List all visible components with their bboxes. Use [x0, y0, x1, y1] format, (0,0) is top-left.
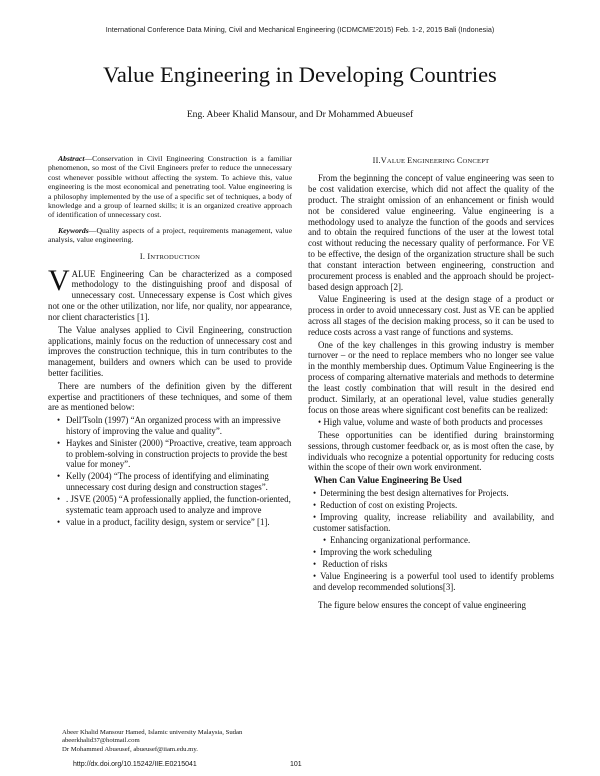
paper-title: Value Engineering in Developing Countries — [103, 62, 497, 87]
page-number: 101 — [290, 761, 302, 768]
use-item-text: Improving quality, increase reliability and availability, and customer satisfaction. — [313, 512, 554, 533]
intro-heading-num: I. — [139, 251, 146, 261]
definition-item: • . JSVE (2005) “A professionally applied, the function-oriented, systematic team approach used to analyze and improve — [66, 494, 292, 516]
intro-p1-text: ALUE Engineering Can be characterized as a composed methodology to the distinguishing proof and disposal of unnecessary cost. Unnecessary expense is Cost which gives not one or the other utilization, nor life, nor quality, nor appearance, nor client characteristics [1]. — [48, 268, 292, 323]
concept-paragraph-6: The figure below ensures the concept of value engineering — [318, 600, 526, 611]
use-item: • Determining the best design alternatives for Projects. — [313, 488, 509, 499]
definition-item: • Dell'Tsoln (1997) “An organized process with an impressive history of improving the value and quality”. — [66, 415, 292, 437]
use-item: • Improving quality, increase reliability and availability, and customer satisfaction. — [313, 512, 554, 533]
use-item: • Enhancing organizational performance. — [323, 534, 471, 545]
footnote-line: Abeer Khalid Mansour Hamed, Islamic university Malaysia, Sudan — [62, 729, 243, 736]
abstract-text: —Conservation in Civil Engineering Construction is a familiar phenomenon, so most of the Civil Engineers prefer to reduce the unnecessary cost whenever possible without affecting the system. To achieve this, value engineering is the most economical and penetrating tool. Value engineering is a philosophy implemented by the use of a specific set of techniques, a body of knowledge and a group of learned skills; it is an organized creative approach of identification of unnecessary cost. — [48, 154, 292, 220]
use-item-text: Value Engineering is a powerful tool used to identify problems and develop recommended solutions[3]. — [313, 570, 554, 592]
concept-heading-part: E — [407, 156, 413, 165]
definition-item: • Haykes and Sinister (2000) “Proactive, creative, team approach to problem-solving in construction projects to provide the best value for money”. — [66, 438, 292, 471]
footnote-line: Dr Mohammed Abueusef, abueusef@iiam.edu.my. — [62, 745, 198, 753]
left-column — [48, 154, 292, 530]
concept-paragraph-5: These opportunities can be identified during brainstorming sessions, through customer feedback or, as is most often the case, by individuals who recognize a potential opportunity for reducing costs within the scope of their own work environment. — [308, 429, 554, 473]
use-item-text: Reduction of risks — [320, 558, 388, 569]
use-item: • Reduction of risks — [313, 558, 388, 569]
footnote-line: abeerkhalid37@hotmail.com — [62, 737, 140, 745]
definition-item: • value in a product, facility design, system or service” [1]. — [66, 517, 292, 528]
keywords-paragraph — [48, 226, 292, 245]
intro-paragraph-3: There are numbers of the definition given by the different expertise and practitioners of these techniques, and some of them are as mentioned below: — [48, 380, 292, 413]
doi-link[interactable]: http://dx.doi.org/10.15242/IIE.E0215041 — [73, 761, 197, 768]
conference-header: International Conference Data Mining, Civil and Mechanical Engineering (ICDMCME'2015) Feb. 1-2, 2015 Bali (Indonesia) — [105, 25, 495, 34]
intro-heading — [48, 252, 292, 264]
use-item-text: Enhancing organizational performance. — [330, 534, 471, 545]
drop-cap: V — [48, 263, 70, 297]
intro-heading-rest: NTRODUCTION — [150, 253, 201, 261]
subheading: When Can Value Engineering Be Used — [314, 475, 462, 486]
intro-paragraph-1 — [48, 263, 292, 324]
abstract-lead: Abstract — [58, 154, 85, 163]
keywords-text: —Quality aspects of a project, requirements management, value analysis, value engineering. — [48, 225, 292, 245]
concept-paragraph-4: • High value, volume and waste of both products and processes — [318, 417, 543, 428]
concept-heading-part: ONCEPT — [462, 158, 490, 165]
author-footnote — [62, 729, 302, 754]
use-item: • Reduction of cost on existing Projects. — [313, 500, 458, 511]
abstract-block — [48, 154, 292, 245]
concept-paragraph-3: One of the key challenges in this growing industry is member turnover – or the need to replace members who no longer see value in the monthly membership dues. Optimum Value Engineering is the process of comparing alternative materials and methods to determine the least costly combination that will result in the desired end product. Similarly, at an operational level, value studies generally focus on those areas where significant cost benefits can be realized: — [308, 339, 554, 415]
keywords-lead: Keywords — [58, 225, 89, 235]
concept-heading-part: V — [380, 156, 387, 165]
use-item-text: Determining the best design alternatives for Projects. — [320, 488, 509, 499]
use-item-text: Improving the work scheduling — [320, 546, 432, 557]
author-line: Eng. Abeer Khalid Mansour, and Dr Mohammed Abueusef — [186, 109, 414, 120]
concept-heading-part: ALUE — [386, 158, 408, 165]
use-item: • Improving the work scheduling — [313, 546, 432, 557]
concept-heading-num: II. — [372, 156, 381, 165]
definitions-list — [48, 415, 292, 528]
definition-item: • Kelly (2004) “The process of identifying and eliminating unnecessary cost during design and construction stages”. — [66, 471, 292, 493]
concept-paragraph-2: Value Engineering is used at the design stage of a product or process in order to avoid unnecessary cost. Just as VE can be applied across all stages of the decision making process, so it can be used to reduce costs across a vast range of functions and systems. — [308, 294, 554, 338]
intro-heading-first: I — [147, 251, 151, 261]
concept-heading-part: C — [456, 156, 463, 165]
right-column — [308, 154, 554, 613]
concept-paragraph-1: From the beginning the concept of value engineering was seen to be cost validation exercise, which did not affect the quality of the product. The straight omission of an enhancement or finish would not be considered value engineering. Value engineering is a methodology used to analyze the function of the goods and services and to obtain the required functions of the user at the lowest total cost without reducing the necessary quality of performance. For VE to be effective, the design of the organization structure shall be such that constant interaction between engineering, construction and procurement process is enabled and the approach should be project-based design approach [2]. — [308, 172, 554, 292]
abstract-paragraph — [48, 154, 292, 220]
intro-paragraph-2: The Value analyses applied to Civil Engineering, construction applications, mainly focus on the reduction of unnecessary cost and improves the construction technique, this in turn contributes to the management, builders and owners which can be used to provide better facilities. — [48, 324, 292, 379]
concept-heading — [308, 156, 554, 168]
use-item-text: Reduction of cost on existing Projects. — [320, 500, 458, 511]
use-item: • Value Engineering is a powerful tool used to identify problems and develop recommended solutions[3]. — [313, 570, 554, 592]
concept-heading-part: NGINEERING — [412, 158, 457, 165]
